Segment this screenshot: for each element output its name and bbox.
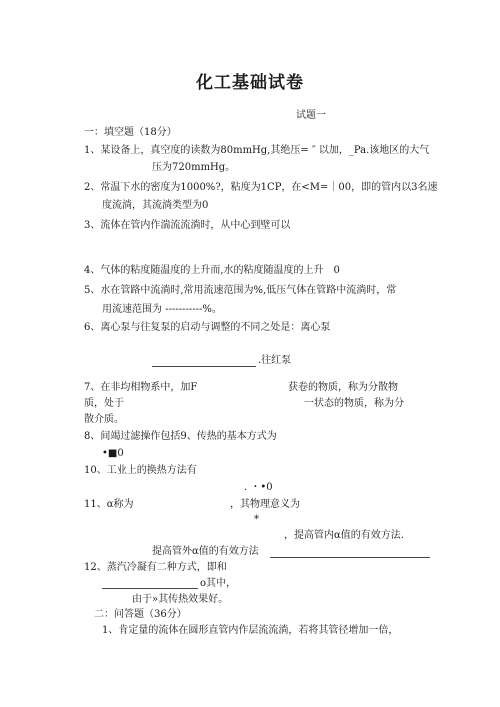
question-7-line-3: 散介质。	[84, 414, 124, 425]
section-qa-heading: 二：问答题（36分）	[94, 609, 187, 620]
question-6-blank	[152, 366, 256, 367]
page-title: 化工基础试卷	[196, 73, 304, 93]
question-12-blank	[102, 588, 198, 589]
question-2-line-2: 度流淌，其流淌类型为0	[102, 200, 209, 211]
question-5-line-2: 用流速范围为 -----------%。	[102, 304, 222, 315]
question-8-marks: •■0	[102, 448, 124, 459]
question-11-right: ，其物理意义为	[230, 499, 300, 510]
question-12-line-1: 12、蒸汽冷凝有二种方式，即和	[84, 562, 227, 573]
question-1-line-2: 压为720mmHg。	[152, 162, 236, 173]
paper-subtitle: 试题一	[296, 110, 326, 121]
question-7-line-2-right: 一状态的物质，称为分	[304, 398, 404, 409]
question-7-line-2-left: 质，处于	[84, 398, 124, 409]
question-12-line-2: o其中，	[200, 578, 237, 589]
question-11-left: 11、α称为	[84, 499, 134, 510]
question-11-blank	[270, 557, 430, 558]
question-2-line-1: 2、常温下水的密度为1000%?，粘度为1CP，在<M=｜00，即的管内以3名速	[84, 182, 438, 193]
question-8: 8、间竭过滤操作包括9、传热的基本方式为	[84, 431, 277, 442]
question-4: 4、气体的粘度随温度的上升而,水的粘度随温度的上升 0	[84, 265, 340, 276]
question-3: 3、流体在管内作湍流流淌时，从中心到壁可以	[84, 220, 291, 231]
question-7-line-1-right: 获卷的物质，称为分散物	[288, 382, 398, 393]
question-12-line-3: 由于»其传热效果好。	[132, 594, 229, 605]
question-6-line-2: .往红泵	[258, 355, 292, 366]
question-11-line-3: 提高管外α值的有效方法	[152, 546, 259, 557]
section-fill-in-heading: 一：填空题（18分）	[84, 127, 177, 138]
question-11-line-2: ，提高管内α值的有效方法.	[284, 530, 404, 541]
question-5-line-1: 5、水在管路中流淌时,常用流速范围为%,低压气体在管路中流淌时，常	[84, 285, 397, 296]
question-1-line-1: 1、某设备上，真空度的读数为80mmHg,其绝压= ″ 以加，_Pa.该地区的大气	[84, 145, 430, 156]
qa-question-1: 1、肯定量的流体在圆形直管内作层流流淌，若将其管径增加一倍，	[102, 625, 399, 636]
question-10: 10、工业上的换热方法有	[84, 465, 197, 476]
question-7-line-1-left: 7、在非均相物系中，加F	[84, 382, 198, 393]
question-10-marks: . ・•0	[244, 482, 273, 493]
question-6-line-1: 6、离心泵与往复泵的启动与调整的不同之处是：离心泵	[84, 322, 331, 333]
question-11-star: *	[254, 514, 259, 525]
